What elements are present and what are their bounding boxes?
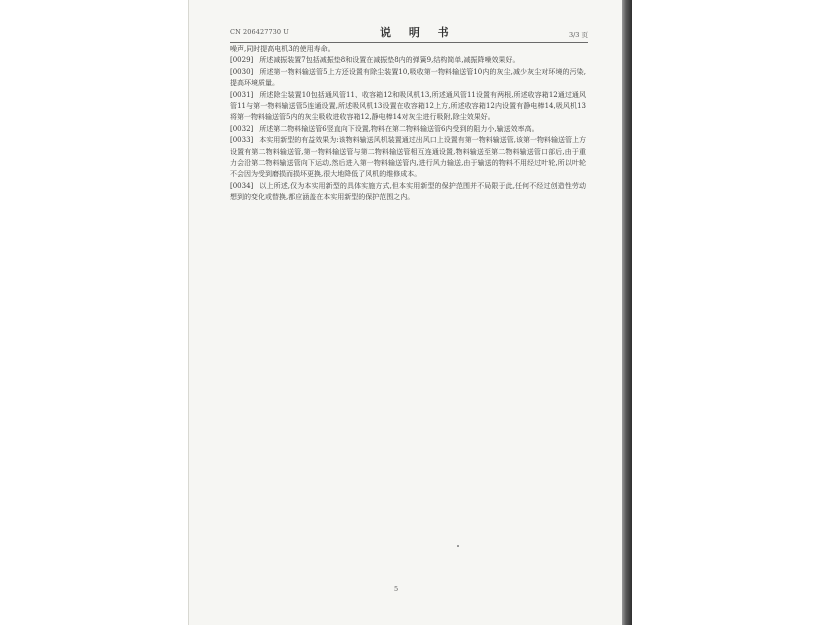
footer-page-number: 5 [394, 585, 399, 593]
paragraph-text: 所述第二物料输送管6竖直向下设置,物料在第二物料输送管6内受到的阻力小,输送效率高。 [259, 124, 539, 133]
paragraph [230, 135, 586, 181]
page-edge-shadow [622, 0, 632, 625]
paragraph [230, 55, 586, 66]
page-header [230, 24, 588, 43]
paragraph-text: 所述第一物料输送管5上方还设置有除尘装置10,吸收第一物料输送管10内的灰尘,减少灰尘对环境的污染,提高环境质量。 [230, 67, 586, 88]
paragraph-text: 噪声,同时提高电机3的使用寿命。 [230, 45, 335, 53]
paragraph-number: [0033] [230, 136, 254, 145]
paragraph-number: [0029] [230, 56, 254, 65]
paragraph [230, 124, 586, 135]
document-title: 说 明 书 [380, 26, 456, 39]
page-count: 3/3 页 [568, 31, 588, 39]
paragraph-number: [0030] [230, 67, 254, 76]
paragraph-number: [0032] [230, 124, 254, 133]
scan-background-left [0, 0, 188, 625]
paragraph-text: 以上所述,仅为本实用新型的具体实施方式,但本实用新型的保护范围并不局限于此,任何不经过创造性劳动想到的变化或替换,都应涵盖在本实用新型的保护范围之内。 [230, 181, 586, 202]
paragraph [230, 181, 586, 204]
paragraph-number: [0031] [230, 90, 254, 99]
scan-speck [457, 545, 459, 547]
paragraph-text: 所述除尘装置10包括通风管11、收容箱12和吸风机13,所述通风管11设置有两根,所述收容箱12通过通风管11与第一物料输送管5连通设置,所述吸风机13设置在收容箱12上方,所述收容箱12内设置有静电棒14,吸风机13将第一物料输送管5内的灰尘吸收进收容箱12,静电棒14对灰尘进行吸附,除尘效果好。 [230, 90, 586, 122]
document-number: CN 206427730 U [230, 28, 289, 36]
paragraph-number: [0034] [230, 181, 254, 190]
document-body [230, 44, 586, 204]
paragraph [230, 44, 586, 55]
scan-background-right [632, 0, 820, 625]
paragraph-text: 所述减振装置7包括减振垫8和设置在减振垫8内的弹簧9,结构简单,减振降噪效果好。 [259, 56, 520, 65]
paragraph-text: 本实用新型的有益效果为:该物料输送风机装置通过出风口上设置有第一物料输送管,该第一物料输送管上方设置有第二物料输送管,第一物料输送管与第二物料输送管相互连通设置,物料输送至第二物料输送管口部后,由于重力会沿第二物料输送管向下运动,然后进入第一物料输送管内,进行风力输送,由于输送的物料不用经过叶轮,所以叶轮不会因为受到磨损而损坏更换,很大地降低了风机的维修成本。 [230, 136, 586, 179]
paragraph [230, 90, 586, 124]
paragraph [230, 67, 586, 90]
